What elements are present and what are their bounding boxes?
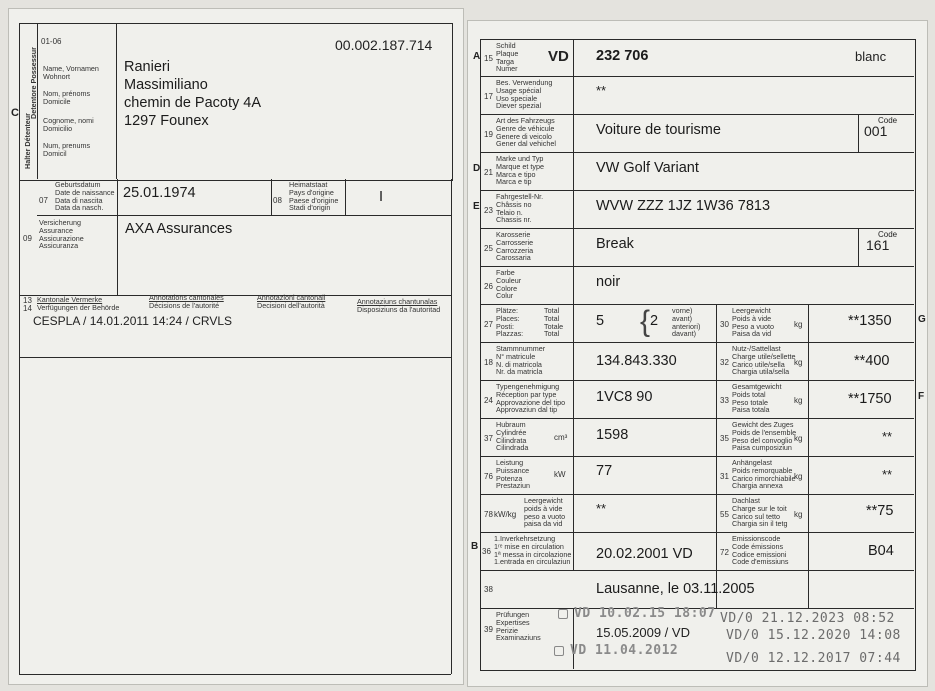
inspections-label: Prüfungen Expertises Perizie Examinaziuns <box>496 610 541 643</box>
vehicle-kind-label: Art des Fahrzeugs Genre de véhicule Genere di veicolo Gener dal vehichel <box>496 116 556 149</box>
power-weight-value: ** <box>596 501 607 516</box>
body-value: Break <box>596 236 634 252</box>
insurance-value: AXA Assurances <box>125 221 233 237</box>
color-label: Farbe Couleur Colore Colur <box>496 268 522 301</box>
stamp-inspection-2015: VD 10.02.15 18:07 <box>558 606 716 621</box>
roof-load-unit: kg <box>794 510 803 519</box>
seats-label: Plätze: Places: Posti: Plazzas: <box>496 306 524 339</box>
payload-value: **400 <box>854 353 890 369</box>
vehicle-kind-code-label: Code <box>878 116 898 125</box>
type-approval-value: 1VC8 90 <box>596 389 653 405</box>
roof-load-value: **75 <box>866 503 894 519</box>
birthdate-label: Geburtsdatum Date de naissance Data di nascita Data da nasch. <box>55 180 115 213</box>
birthdate-value: 25.01.1974 <box>123 185 196 201</box>
make-type-label: Marke und Typ Marque et type Marca e tipo Marca e tip <box>496 154 544 187</box>
field-07-num: 07 <box>39 196 48 205</box>
displacement-label: Hubraum Cylindrée Cilindrata Cilindrada <box>496 420 529 453</box>
plate-canton: VD <box>548 48 569 65</box>
first-registration-value: 20.02.2001 VD <box>596 546 693 562</box>
field-35-num: 35 <box>720 434 729 443</box>
field-30-num: 30 <box>720 320 729 329</box>
field-08-num: 08 <box>273 196 282 205</box>
name-label-rm: Num, prenums Domicil <box>43 141 91 158</box>
field-38-num: 38 <box>484 585 493 594</box>
reg-code: 01-06 <box>41 37 62 46</box>
field-27-num: 27 <box>484 320 493 329</box>
field-21-num: 21 <box>484 168 493 177</box>
holder-street: chemin de Pacoty 4A <box>124 95 262 111</box>
field-78-num: 78 <box>484 510 493 519</box>
field-37-num: 37 <box>484 434 493 443</box>
stamp-icon <box>558 609 568 619</box>
holder-vertical-label-1: Halter Détenteur <box>23 113 32 169</box>
field-26-num: 26 <box>484 282 493 291</box>
emission-code-value: B04 <box>868 543 894 559</box>
registry-number-value: 134.843.330 <box>596 353 677 369</box>
make-type-value: VW Golf Variant <box>596 160 699 176</box>
side-letter-c: C <box>11 107 19 119</box>
cantonal-notes-de: Kantonale Vermerke <box>37 295 103 304</box>
authority-decisions-de: Verfügungen der Behörde <box>37 303 120 312</box>
field-15-num: 15 <box>484 54 493 63</box>
holder-firstname: Massimiliano <box>124 77 208 93</box>
field-23-num: 23 <box>484 206 493 215</box>
total-weight-label: Gesamtgewicht Poids total Peso totale Paisa totala <box>732 382 782 415</box>
total-weight-unit: kg <box>794 396 803 405</box>
payload-label: Nutz-/Sattellast Charge utile/sellette Carico utile/sella Chargia utila/sella <box>732 344 796 377</box>
cantonal-notes-value: CESPLA / 14.01.2011 14:24 / CRVLS <box>33 314 233 328</box>
insurance-label: Versicherung Assurance Assicurazione Assicuranza <box>39 218 84 251</box>
seats-front: 2 <box>650 313 659 329</box>
field-14-num: 14 <box>23 304 32 313</box>
chassis-label: Fahrgestell-Nr. Châssis no Telaio n. Chassis nr. <box>496 192 544 225</box>
power-label: Leistung Puissance Potenza Prestaziun <box>496 458 530 491</box>
origin-label: Heimatstaat Pays d'origine Paese d'origine Stadi d'origin <box>289 180 339 213</box>
holder-city: 1297 Founex <box>124 113 209 129</box>
trailer-load-value: ** <box>882 467 893 482</box>
holder-surname: Ranieri <box>124 59 170 75</box>
seats-brace: { <box>640 305 651 338</box>
holder-vertical-label-2: Detentore Possessur <box>29 47 38 119</box>
field-33-num: 33 <box>720 396 729 405</box>
field-09-num: 09 <box>23 234 32 243</box>
special-use-label: Bes. Verwendung Usage spécial Uso speciale Diever spezial <box>496 78 553 111</box>
plate-label: Schild Plaque Targa Numer <box>496 41 519 74</box>
name-label-fr: Nom, prénoms Domicile <box>43 89 91 106</box>
side-letter-d: D <box>473 163 481 174</box>
cantonal-notes-fr: Annotations cantonales <box>149 293 224 302</box>
type-approval-label: Typengenehmigung Réception par type Approvazione del tipo Approvaziun dal tip <box>496 382 566 415</box>
field-76-num: 76 <box>484 472 493 481</box>
left-page <box>8 8 464 685</box>
field-55-num: 55 <box>720 510 729 519</box>
train-weight-unit: kg <box>794 434 803 443</box>
displacement-value: 1598 <box>596 427 629 443</box>
field-31-num: 31 <box>720 472 729 481</box>
power-value: 77 <box>596 463 613 479</box>
emission-code-label: Emissionscode Code émissions Codice emissioni Code d'emissiuns <box>732 534 789 567</box>
authority-decisions-it: Decisioni dell'autorità <box>257 301 325 310</box>
body-code: 161 <box>866 237 890 253</box>
displacement-unit: cm³ <box>554 433 568 442</box>
trailer-load-unit: kg <box>794 472 803 481</box>
color-value: noir <box>596 274 621 290</box>
seats-front-label: vorne) avant) anteriori) davant) <box>672 306 701 339</box>
plate-number: 232 706 <box>596 48 649 64</box>
side-letter-a: A <box>473 51 481 62</box>
field-17-num: 17 <box>484 92 493 101</box>
registry-number-label: Stammnummer N° matricule N. di matricola Nr. da matricla <box>496 344 546 377</box>
issue-place-date: Lausanne, le 03.11.2005 <box>596 581 755 597</box>
field-25-num: 25 <box>484 244 493 253</box>
power-weight-label: Leergewicht poids à vide peso a vuoto paisa da vid <box>524 496 566 529</box>
origin-value: I <box>379 189 384 205</box>
stamp-inspection-2017: VD/0 12.12.2017 07:44 <box>726 651 901 666</box>
side-letter-g: G <box>918 314 926 325</box>
empty-weight-unit: kg <box>794 320 803 329</box>
body-label: Karosserie Carrosserie Carrozzeria Carossaria <box>496 230 534 263</box>
empty-weight-label: Leergewicht Poids à vide Peso a vuoto Paisa da vid <box>732 306 774 339</box>
first-registration-label: 1.Inverkehrsetzung 1ʳᵉ mise en circulation 1ª messa in circolazione 1.entrada en circulaziun <box>494 534 572 567</box>
cantonal-notes-rm: Annotaziuns chantunalas <box>357 297 438 306</box>
special-use-value: ** <box>596 83 607 98</box>
side-letter-f: F <box>918 391 925 402</box>
cantonal-notes-it: Annotazioni cantonali <box>257 293 326 302</box>
field-32-num: 32 <box>720 358 729 367</box>
field-13-num: 13 <box>23 296 32 305</box>
empty-weight-value: **1350 <box>848 313 892 329</box>
field-19-num: 19 <box>484 130 493 139</box>
field-72-num: 72 <box>720 548 729 557</box>
field-24-num: 24 <box>484 396 493 405</box>
train-weight-label: Gewicht des Zuges Poids de l'ensemble Peso del convoglio Paisa cumposiziun <box>732 420 797 453</box>
body-code-label: Code <box>878 230 898 239</box>
payload-unit: kg <box>794 358 803 367</box>
seats-total-label: Total Total Totale Total <box>544 306 564 339</box>
field-18-num: 18 <box>484 358 493 367</box>
stamp-icon <box>554 646 564 656</box>
field-39-num: 39 <box>484 625 493 634</box>
authority-decisions-rm: Disposiziuns da l'autoritad <box>357 305 441 314</box>
train-weight-value: ** <box>882 429 893 444</box>
chassis-value: WVW ZZZ 1JZ 1W36 7813 <box>596 198 771 214</box>
right-page <box>467 20 928 687</box>
registration-number: 00.002.187.714 <box>335 37 433 53</box>
authority-decisions-fr: Décisions de l'autorité <box>149 301 220 310</box>
roof-load-label: Dachlast Charge sur le toit Carico sul tetto Chargia sin il tetg <box>732 496 788 529</box>
trailer-load-label: Anhängelast Poids remorquable Carico rimorchiabile Chargia annexa <box>732 458 796 491</box>
side-letter-b: B <box>471 541 479 552</box>
plate-color: blanc <box>855 49 887 64</box>
side-letter-e: E <box>473 201 480 212</box>
vehicle-kind-code: 001 <box>864 123 888 139</box>
vehicle-kind-value: Voiture de tourisme <box>596 122 721 138</box>
seats-total: 5 <box>596 313 605 329</box>
stamp-inspection-2023: VD/0 21.12.2023 08:52 <box>720 611 895 626</box>
inspection-first: 15.05.2009 / VD <box>596 625 690 640</box>
name-label-de: Name, Vornamen Wohnort <box>43 64 99 81</box>
field-36-num: 36 <box>482 547 491 556</box>
stamp-inspection-2020: VD/0 15.12.2020 14:08 <box>726 628 901 643</box>
name-label-it: Cognome, nomi Domicilio <box>43 116 94 133</box>
stamp-inspection-2012: VD 11.04.2012 <box>554 643 678 658</box>
power-unit: kW <box>554 470 566 479</box>
power-weight-unit: kW/kg <box>494 510 517 519</box>
total-weight-value: **1750 <box>848 391 892 407</box>
